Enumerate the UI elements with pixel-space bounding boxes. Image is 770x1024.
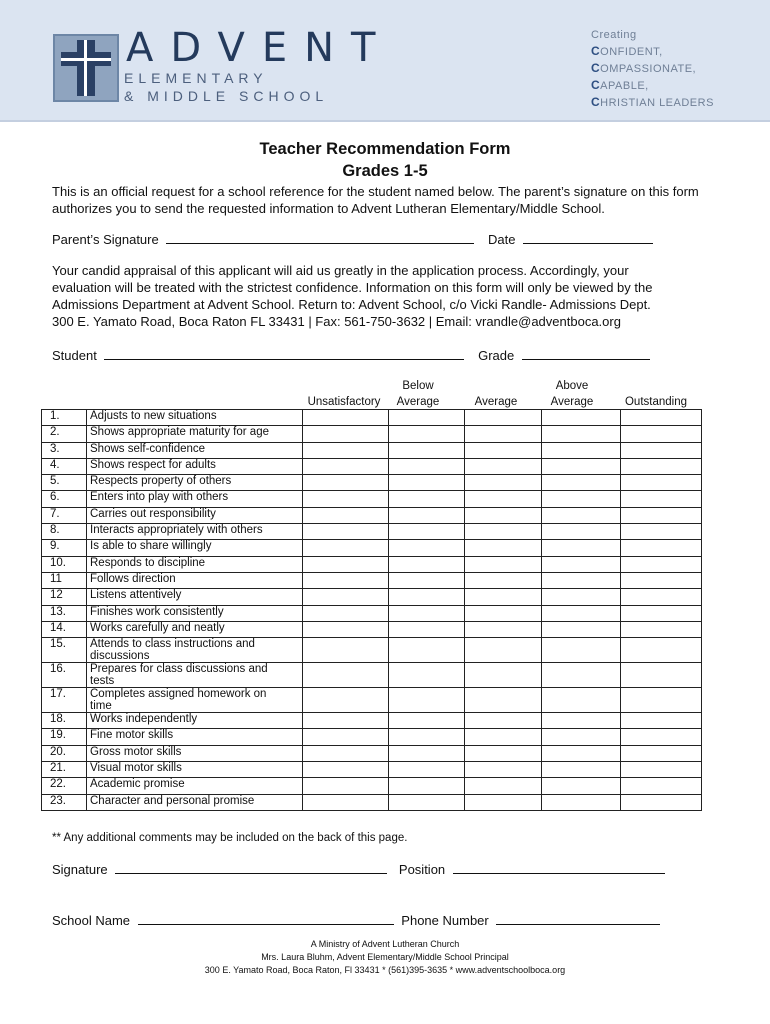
- item-number: 17.: [42, 688, 87, 713]
- item-text: [87, 605, 303, 621]
- item-text-line: Respects property of others: [90, 475, 232, 488]
- table-row: [42, 491, 702, 507]
- table-row: [42, 475, 702, 491]
- rating-cell-outstanding[interactable]: [621, 638, 702, 663]
- logo-subtitle-elementary: ELEMENTARY: [124, 70, 268, 86]
- item-text: [87, 491, 303, 507]
- item-text-line: Finishes work consistently: [90, 605, 224, 618]
- rating-cell-below-average[interactable]: [389, 540, 465, 556]
- rating-cell-unsatisfactory[interactable]: [303, 524, 389, 540]
- rating-cell-below-average[interactable]: [389, 794, 465, 810]
- student-row: [52, 347, 732, 364]
- column-header-unsatisfactory: Unsatisfactory: [307, 396, 381, 408]
- rating-cell-average[interactable]: [465, 713, 542, 729]
- rating-cell-outstanding[interactable]: [621, 745, 702, 761]
- item-text: [87, 713, 303, 729]
- item-number: 22.: [42, 778, 87, 794]
- rating-cell-average[interactable]: [465, 729, 542, 745]
- column-header-above-average: Above Average: [550, 380, 594, 408]
- item-number: 15.: [42, 638, 87, 663]
- table-row: [42, 638, 702, 663]
- rating-cell-above-average[interactable]: [542, 410, 621, 426]
- rating-cell-outstanding[interactable]: [621, 605, 702, 621]
- rating-cell-average[interactable]: [465, 663, 542, 688]
- rating-cell-above-average[interactable]: [542, 442, 621, 458]
- rating-cell-outstanding[interactable]: [621, 713, 702, 729]
- tagline-line: COMPASSIONATE,: [591, 61, 697, 75]
- rating-cell-unsatisfactory[interactable]: [303, 778, 389, 794]
- signature-row: [52, 861, 732, 878]
- rating-cell-average[interactable]: [465, 458, 542, 474]
- rating-cell-unsatisfactory[interactable]: [303, 572, 389, 588]
- item-text: [87, 762, 303, 778]
- student-label: Student: [52, 348, 97, 363]
- rating-cell-outstanding[interactable]: [621, 729, 702, 745]
- rating-cell-average[interactable]: [465, 794, 542, 810]
- item-number: 18.: [42, 713, 87, 729]
- item-text-line: Responds to discipline: [90, 556, 206, 569]
- item-text-line: Works carefully and neatly: [90, 621, 225, 634]
- item-number: 16.: [42, 663, 87, 688]
- item-number: 5.: [42, 475, 87, 491]
- rating-cell-below-average[interactable]: [389, 458, 465, 474]
- rating-cell-below-average[interactable]: [389, 688, 465, 713]
- grade-field[interactable]: [522, 347, 650, 360]
- rating-cell-average[interactable]: [465, 572, 542, 588]
- rating-cell-above-average[interactable]: [542, 713, 621, 729]
- position-label: Position: [398, 862, 446, 877]
- rating-cell-below-average[interactable]: [389, 426, 465, 442]
- rating-cell-average[interactable]: [465, 410, 542, 426]
- table-row: [42, 589, 702, 605]
- table-row: [42, 688, 702, 713]
- rating-cell-outstanding[interactable]: [621, 572, 702, 588]
- appraisal-line: Admissions Department at Advent School. Return to: Advent School, c/o Vicki Randle- Admissions Dept.: [52, 297, 651, 312]
- rating-cell-outstanding[interactable]: [621, 621, 702, 637]
- rating-cell-above-average[interactable]: [542, 663, 621, 688]
- signature-field[interactable]: [115, 861, 387, 874]
- item-text-line: Shows respect for adults: [90, 458, 216, 471]
- item-text-line: tests: [90, 675, 115, 688]
- item-number: 13.: [42, 605, 87, 621]
- rating-cell-unsatisfactory[interactable]: [303, 540, 389, 556]
- item-text: [87, 556, 303, 572]
- item-text-line: Listens attentively: [90, 589, 182, 602]
- item-number: 10.: [42, 556, 87, 572]
- school-logo-cross-icon: [53, 34, 119, 102]
- rating-cell-unsatisfactory[interactable]: [303, 426, 389, 442]
- item-text: [87, 410, 303, 426]
- footer-ministry: A Ministry of Advent Lutheran Church: [310, 939, 460, 949]
- item-text: [87, 794, 303, 810]
- rating-cell-above-average[interactable]: [542, 762, 621, 778]
- table-row: [42, 713, 702, 729]
- rating-cell-below-average[interactable]: [389, 778, 465, 794]
- item-text: [87, 589, 303, 605]
- table-row: [42, 605, 702, 621]
- column-header-average: Average: [474, 396, 518, 408]
- rating-cell-below-average[interactable]: [389, 638, 465, 663]
- item-number: 21.: [42, 762, 87, 778]
- table-row: [42, 556, 702, 572]
- item-text-line: Gross motor skills: [90, 745, 182, 758]
- student-name-field[interactable]: [104, 347, 464, 360]
- rating-cell-unsatisfactory[interactable]: [303, 475, 389, 491]
- rating-cell-average[interactable]: [465, 621, 542, 637]
- table-row: [42, 778, 702, 794]
- rating-cell-above-average[interactable]: [542, 589, 621, 605]
- rating-cell-below-average[interactable]: [389, 762, 465, 778]
- rating-cell-outstanding[interactable]: [621, 540, 702, 556]
- item-number: 9.: [42, 540, 87, 556]
- parent-signature-row: [52, 231, 732, 248]
- item-text: [87, 572, 303, 588]
- rating-cell-below-average[interactable]: [389, 442, 465, 458]
- school-tagline: [591, 27, 714, 111]
- logo-subtitle-middle-school: & MIDDLE SCHOOL: [124, 88, 329, 104]
- rating-cell-outstanding[interactable]: [621, 410, 702, 426]
- rating-cell-below-average[interactable]: [389, 713, 465, 729]
- item-text-line: Fine motor skills: [90, 729, 174, 742]
- rating-cell-unsatisfactory[interactable]: [303, 621, 389, 637]
- table-row: [42, 663, 702, 688]
- rating-cell-below-average[interactable]: [389, 745, 465, 761]
- parent-signature-label: Parent’s Signature: [52, 232, 159, 247]
- item-text-line: Shows appropriate maturity for age: [90, 426, 269, 439]
- rating-cell-above-average[interactable]: [542, 524, 621, 540]
- rating-cell-above-average[interactable]: [542, 458, 621, 474]
- rating-cell-outstanding[interactable]: [621, 589, 702, 605]
- table-row: [42, 507, 702, 523]
- rating-cell-unsatisfactory[interactable]: [303, 605, 389, 621]
- rating-cell-average[interactable]: [465, 762, 542, 778]
- rating-cell-unsatisfactory[interactable]: [303, 688, 389, 713]
- rating-cell-average[interactable]: [465, 745, 542, 761]
- rating-cell-unsatisfactory[interactable]: [303, 491, 389, 507]
- tagline-line: CHRISTIAN LEADERS: [591, 95, 714, 109]
- rating-cell-average[interactable]: [465, 778, 542, 794]
- school-name-row: [52, 912, 732, 929]
- rating-cell-above-average[interactable]: [542, 729, 621, 745]
- rating-cell-outstanding[interactable]: [621, 688, 702, 713]
- item-text-line: Attends to class instructions and: [90, 638, 255, 651]
- grade-label: Grade: [478, 348, 515, 363]
- rating-cell-average[interactable]: [465, 442, 542, 458]
- table-row: [42, 745, 702, 761]
- school-name-field[interactable]: [138, 912, 394, 925]
- item-number: 20.: [42, 745, 87, 761]
- rating-cell-below-average[interactable]: [389, 524, 465, 540]
- item-text-line: Follows direction: [90, 572, 176, 585]
- item-text-line: Visual motor skills: [90, 762, 182, 775]
- footer-address: 300 E. Yamato Road, Boca Raton, Fl 33431 * (561)395-3635 * www.adventschoolboca.org: [204, 965, 566, 975]
- position-field[interactable]: [453, 861, 665, 874]
- rating-cell-outstanding[interactable]: [621, 458, 702, 474]
- phone-number-field[interactable]: [496, 912, 660, 925]
- rating-cell-below-average[interactable]: [389, 589, 465, 605]
- item-number: 4.: [42, 458, 87, 474]
- item-text-line: Prepares for class discussions and: [90, 663, 268, 676]
- rating-cell-above-average[interactable]: [542, 778, 621, 794]
- item-number: 23.: [42, 794, 87, 810]
- rating-cell-outstanding[interactable]: [621, 426, 702, 442]
- rating-cell-unsatisfactory[interactable]: [303, 729, 389, 745]
- rating-cell-unsatisfactory[interactable]: [303, 556, 389, 572]
- item-text-line: Works independently: [90, 713, 198, 726]
- table-row: [42, 572, 702, 588]
- rating-cell-average[interactable]: [465, 556, 542, 572]
- signature-label: Signature: [52, 862, 108, 877]
- item-text: [87, 458, 303, 474]
- item-text: [87, 688, 303, 713]
- table-row: [42, 410, 702, 426]
- table-row: [42, 621, 702, 637]
- rating-cell-unsatisfactory[interactable]: [303, 507, 389, 523]
- item-text-line: Shows self-confidence: [90, 442, 206, 455]
- item-text: [87, 507, 303, 523]
- rating-cell-unsatisfactory[interactable]: [303, 745, 389, 761]
- rating-cell-above-average[interactable]: [542, 621, 621, 637]
- table-row: [42, 794, 702, 810]
- item-text-line: Character and personal promise: [90, 794, 255, 807]
- item-text: [87, 638, 303, 663]
- rating-cell-above-average[interactable]: [542, 507, 621, 523]
- tagline-line: CAPABLE,: [591, 78, 649, 92]
- rating-cell-below-average[interactable]: [389, 605, 465, 621]
- table-row: [42, 458, 702, 474]
- tagline-intro: Creating: [591, 29, 637, 41]
- rating-cell-above-average[interactable]: [542, 540, 621, 556]
- item-text-line: discussions: [90, 650, 150, 663]
- item-text-line: Carries out responsibility: [90, 507, 216, 520]
- rating-cell-below-average[interactable]: [389, 572, 465, 588]
- rating-cell-average[interactable]: [465, 475, 542, 491]
- rating-cell-average[interactable]: [465, 638, 542, 663]
- date-label: Date: [487, 232, 516, 247]
- rating-cell-unsatisfactory[interactable]: [303, 442, 389, 458]
- phone-number-label: Phone Number: [401, 913, 489, 928]
- item-number: 19.: [42, 729, 87, 745]
- rating-cell-above-average[interactable]: [542, 572, 621, 588]
- rating-cell-unsatisfactory[interactable]: [303, 638, 389, 663]
- table-row: [42, 762, 702, 778]
- rating-cell-outstanding[interactable]: [621, 475, 702, 491]
- rating-cell-above-average[interactable]: [542, 556, 621, 572]
- date-field[interactable]: [523, 231, 653, 244]
- item-text-line: Completes assigned homework on: [90, 688, 267, 701]
- rating-cell-average[interactable]: [465, 540, 542, 556]
- footnote: ** Any additional comments may be included on the back of this page.: [52, 832, 408, 844]
- rating-cell-outstanding[interactable]: [621, 491, 702, 507]
- item-text: [87, 442, 303, 458]
- rating-cell-average[interactable]: [465, 491, 542, 507]
- item-number: 6.: [42, 491, 87, 507]
- rating-cell-average[interactable]: [465, 605, 542, 621]
- rating-cell-average[interactable]: [465, 589, 542, 605]
- item-text: [87, 621, 303, 637]
- rating-table: [41, 409, 702, 811]
- rating-cell-above-average[interactable]: [542, 426, 621, 442]
- table-row: [42, 442, 702, 458]
- item-text-line: Adjusts to new situations: [90, 410, 217, 422]
- intro-paragraph: This is an official request for a school reference for the student named below. The parent’s signature on this form authorizes you to send the requested information to Advent Lutheran Elementary/Middle School.: [52, 184, 699, 216]
- item-text: [87, 745, 303, 761]
- rating-cell-above-average[interactable]: [542, 794, 621, 810]
- rating-cell-below-average[interactable]: [389, 556, 465, 572]
- rating-cell-unsatisfactory[interactable]: [303, 762, 389, 778]
- rating-cell-below-average[interactable]: [389, 729, 465, 745]
- appraisal-line: Your candid appraisal of this applicant will aid us greatly in the application process. Accordingly, your: [52, 263, 629, 278]
- school-name-label: School Name: [52, 913, 131, 928]
- rating-cell-above-average[interactable]: [542, 745, 621, 761]
- rating-cell-outstanding[interactable]: [621, 442, 702, 458]
- rating-cell-below-average[interactable]: [389, 663, 465, 688]
- rating-cell-unsatisfactory[interactable]: [303, 663, 389, 688]
- table-row: [42, 729, 702, 745]
- rating-cell-outstanding[interactable]: [621, 663, 702, 688]
- rating-cell-average[interactable]: [465, 507, 542, 523]
- rating-cell-outstanding[interactable]: [621, 778, 702, 794]
- rating-cell-average[interactable]: [465, 426, 542, 442]
- rating-cell-above-average[interactable]: [542, 688, 621, 713]
- table-row: [42, 540, 702, 556]
- item-text: [87, 540, 303, 556]
- rating-cell-above-average[interactable]: [542, 475, 621, 491]
- item-text: [87, 729, 303, 745]
- rating-cell-above-average[interactable]: [542, 638, 621, 663]
- rating-cell-unsatisfactory[interactable]: [303, 458, 389, 474]
- item-text-line: Enters into play with others: [90, 491, 229, 504]
- item-text-line: Is able to share willingly: [90, 540, 212, 553]
- rating-cell-outstanding[interactable]: [621, 524, 702, 540]
- item-text: [87, 663, 303, 688]
- appraisal-line: 300 E. Yamato Road, Boca Raton FL 33431 | Fax: 561-750-3632 | Email: vrandle@adventboca.org: [52, 314, 621, 329]
- item-text-line: Academic promise: [90, 778, 185, 791]
- table-row: [42, 426, 702, 442]
- item-number: 11: [42, 572, 87, 588]
- rating-cell-below-average[interactable]: [389, 507, 465, 523]
- item-text: [87, 426, 303, 442]
- rating-cell-unsatisfactory[interactable]: [303, 589, 389, 605]
- rating-cell-unsatisfactory[interactable]: [303, 713, 389, 729]
- item-text: [87, 475, 303, 491]
- column-header-outstanding: Outstanding: [624, 396, 687, 408]
- rating-cell-unsatisfactory[interactable]: [303, 410, 389, 426]
- rating-cell-below-average[interactable]: [389, 475, 465, 491]
- rating-cell-above-average[interactable]: [542, 491, 621, 507]
- rating-cell-below-average[interactable]: [389, 410, 465, 426]
- rating-cell-outstanding[interactable]: [621, 556, 702, 572]
- rating-cell-outstanding[interactable]: [621, 762, 702, 778]
- rating-cell-below-average[interactable]: [389, 621, 465, 637]
- rating-cell-below-average[interactable]: [389, 491, 465, 507]
- item-number: 14.: [42, 621, 87, 637]
- item-text: [87, 778, 303, 794]
- tagline-line: CONFIDENT,: [591, 44, 663, 58]
- form-title: Teacher Recommendation Form: [259, 140, 511, 158]
- rating-cell-above-average[interactable]: [542, 605, 621, 621]
- rating-cell-outstanding[interactable]: [621, 507, 702, 523]
- appraisal-paragraph: [52, 262, 732, 330]
- item-number: 1.: [42, 410, 87, 426]
- item-number: 2.: [42, 426, 87, 442]
- rating-cell-average[interactable]: [465, 688, 542, 713]
- form-subtitle: Grades 1-5: [342, 162, 428, 180]
- rating-cell-outstanding[interactable]: [621, 794, 702, 810]
- item-number: 8.: [42, 524, 87, 540]
- footer-principal: Mrs. Laura Bluhm, Advent Elementary/Middle School Principal: [261, 952, 509, 962]
- item-number: 7.: [42, 507, 87, 523]
- header-banner: [0, 0, 770, 122]
- logo-wordmark: ADVENT: [126, 25, 393, 71]
- rating-cell-average[interactable]: [465, 524, 542, 540]
- table-row: [42, 524, 702, 540]
- item-text: [87, 524, 303, 540]
- item-number: 12: [42, 589, 87, 605]
- rating-cell-unsatisfactory[interactable]: [303, 794, 389, 810]
- item-text-line: time: [90, 700, 112, 713]
- item-text-line: Interacts appropriately with others: [90, 524, 263, 537]
- appraisal-line: evaluation will be treated with the strictest confidence. Information on this form will only be viewed by the: [52, 280, 653, 295]
- column-header-below-average: Below Average: [396, 380, 440, 408]
- parent-signature-field[interactable]: [166, 231, 474, 244]
- item-number: 3.: [42, 442, 87, 458]
